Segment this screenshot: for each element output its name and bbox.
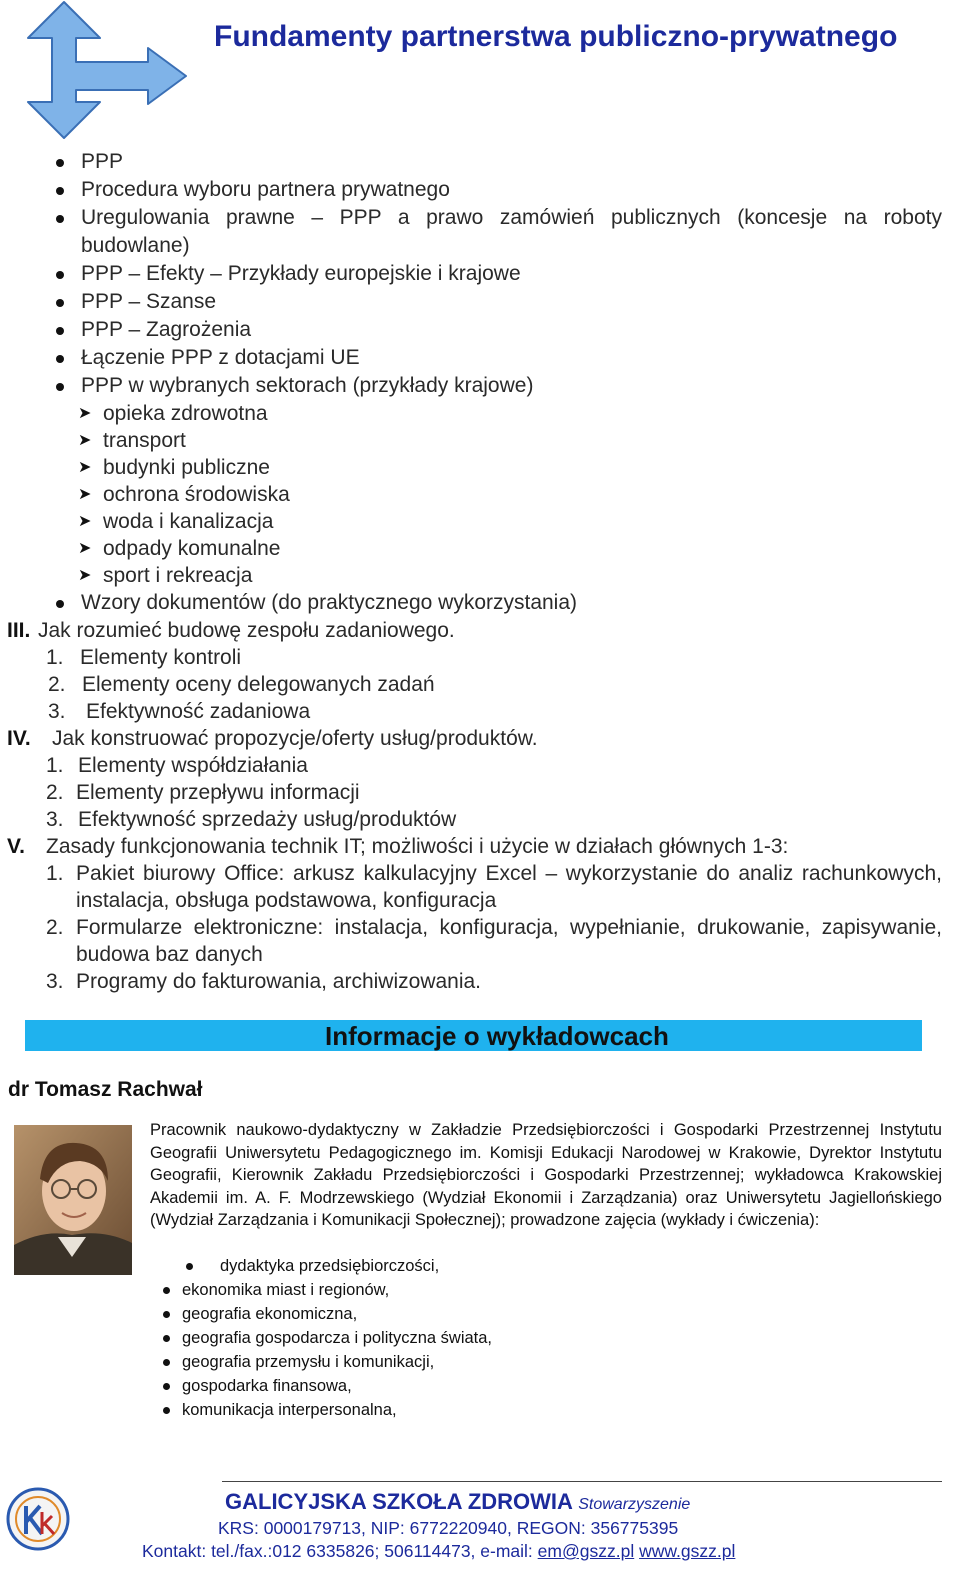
arrowhead-bullet-icon: ➤: [78, 486, 92, 503]
list-item: PPP – Efekty – Przykłady europejskie i krajowe: [0, 260, 960, 288]
numbered-item: 3. Efektywność zadaniowa: [48, 700, 311, 723]
bullet-icon: [56, 187, 64, 195]
bullet-icon: [56, 159, 64, 167]
email-link[interactable]: em@gszz.pl: [537, 1541, 635, 1561]
list-item: Procedura wyboru partnera prywatnego: [0, 176, 960, 204]
bullet-icon: [56, 271, 64, 279]
list-item: komunikacja interpersonalna,: [150, 1398, 850, 1422]
list-item: PPP w wybranych sektorach (przykłady krajowe): [0, 372, 960, 400]
numbered-item: 3. Programy do fakturowania, archiwizowania.: [46, 970, 482, 993]
numbered-item: 2. Elementy oceny delegowanych zadań: [48, 673, 435, 696]
bullet-icon: [56, 355, 64, 363]
bullet-icon: [163, 1287, 170, 1294]
lecturer-bio: Pracownik naukowo-dydaktyczny w Zakładzie Przedsiębiorczości i Gospodarki Przestrzennej Instytutu Geografii Uniwersytetu Pedagogicznego im. Komisji Edukacji Narodowej w Krakowie, Dyrektor Instytutu Geografii, Kierownik Zakładu Przedsiębiorczości i Gospodarki Przestrzennej; wykładowca Krakowskiej Akademii im. A. F. Modrzewskiego (Wydział Ekonomii i Zarządzania) oraz Uniwersytetu Jagiellońskiego (Wydział Zarządzania i Komunikacji Społecznej); prowadzone zajęcia (wykłady i ćwiczenia):: [150, 1121, 942, 1229]
organization-name: GALICYJSKA SZKOŁA ZDROWIA Stowarzyszenie: [225, 1489, 691, 1514]
arrowhead-bullet-icon: ➤: [78, 540, 92, 557]
list-item: PPP – Szanse: [0, 288, 960, 316]
registration-ids: KRS: 0000179713, NIP: 6772220940, REGON: 356775395: [218, 1518, 679, 1538]
numbered-item: 3. Efektywność sprzedaży usług/produktów: [46, 808, 457, 831]
list-item: PPP – Zagrożenia: [0, 316, 960, 344]
bullet-icon: [163, 1359, 170, 1366]
numbered-item: 2. Formularze elektroniczne: instalacja, konfiguracja, wypełnianie, drukowanie, zapisywanie, budowa baz danych: [46, 916, 942, 966]
arrowhead-bullet-icon: ➤: [78, 405, 92, 422]
section-heading: IV. Jak konstruować propozycje/oferty usług/produktów.: [7, 727, 538, 750]
contact-line: Kontakt: tel./fax.:012 6335826; 506114473, e-mail: em@gszz.pl www.gszz.pl: [142, 1541, 736, 1561]
arrowhead-bullet-icon: ➤: [78, 432, 92, 449]
bullet-icon: [163, 1335, 170, 1342]
list-item: ekonomika miast i regionów,: [150, 1278, 850, 1302]
list-item: PPP: [0, 148, 960, 176]
sub-list-item: ➤ sport i rekreacja: [78, 564, 253, 587]
sub-list-item: ➤ ochrona środowiska: [78, 483, 290, 506]
numbered-item: 1. Elementy kontroli: [46, 646, 242, 669]
four-way-arrow-icon: [20, 0, 190, 140]
bullet-icon: [56, 327, 64, 335]
section-title: Informacje o wykładowcach: [325, 1021, 669, 1051]
numbered-item: 2. Elementy przepływu informacji: [46, 781, 360, 804]
agenda: [0, 148, 960, 995]
page-title: Fundamenty partnerstwa publiczno-prywatnego: [214, 20, 898, 53]
website-link[interactable]: www.gszz.pl: [639, 1541, 736, 1561]
list-item: geografia ekonomiczna,: [150, 1302, 850, 1326]
numbered-item: 1. Pakiet biurowy Office: arkusz kalkulacyjny Excel – wykorzystanie do analiz rachunkowych, instalacja, obsługa podstawowa, konfiguracja: [46, 862, 942, 912]
sub-list-item: ➤ odpady komunalne: [78, 537, 281, 560]
bullet-icon: [56, 383, 64, 391]
bullet-icon: [186, 1263, 193, 1270]
topics-list: [150, 1254, 850, 1422]
bullet-icon: [56, 600, 64, 608]
bullet-icon: [163, 1383, 170, 1390]
list-item: Wzory dokumentów (do praktycznego wykorzystania): [0, 589, 960, 617]
gszz-logo-icon: [4, 1484, 72, 1554]
section-heading: V. Zasady funkcjonowania technik IT; możliwości i użycie w działach głównych 1-3:: [7, 835, 789, 858]
footer-divider: [222, 1481, 942, 1482]
list-item: Łączenie PPP z dotacjami UE: [0, 344, 960, 372]
bullet-icon: [163, 1407, 170, 1414]
list-item: geografia gospodarcza i polityczna świata,: [150, 1326, 850, 1350]
sub-list-item: ➤ transport: [78, 429, 186, 452]
section-heading: III. Jak rozumieć budowę zespołu zadaniowego.: [7, 619, 455, 642]
numbered-item: 1. Elementy współdziałania: [46, 754, 308, 777]
list-item: dydaktyka przedsiębiorczości,: [150, 1254, 850, 1278]
list-item: Uregulowania prawne – PPP a prawo zamówień publicznych (koncesje na roboty budowlane): [0, 204, 960, 260]
arrowhead-bullet-icon: ➤: [78, 513, 92, 530]
bullet-icon: [56, 299, 64, 307]
bullet-icon: [163, 1311, 170, 1318]
bullet-icon: [56, 215, 64, 223]
list-item: geografia przemysłu i komunikacji,: [150, 1350, 850, 1374]
sub-list-item: ➤ budynki publiczne: [78, 456, 270, 479]
list-item: gospodarka finansowa,: [150, 1374, 850, 1398]
lecturer-photo: [14, 1125, 132, 1275]
sub-list-item: ➤ opieka zdrowotna: [78, 402, 268, 425]
sub-list-item: ➤ woda i kanalizacja: [78, 510, 274, 533]
arrowhead-bullet-icon: ➤: [78, 459, 92, 476]
arrowhead-bullet-icon: ➤: [78, 567, 92, 584]
lecturer-name: dr Tomasz Rachwał: [8, 1078, 203, 1101]
